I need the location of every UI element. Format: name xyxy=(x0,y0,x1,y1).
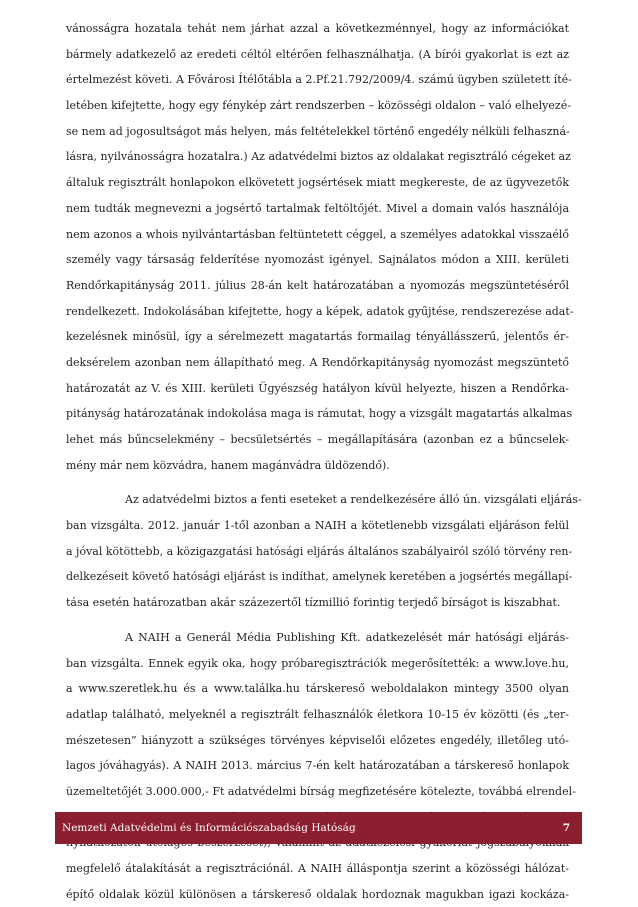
text-line: üzemeltetőjét 3.000.000,- Ft adatvédelmi bírság megfizetésére kötelezte, továbbá elrendel- xyxy=(66,784,576,798)
text-line: személy vagy társaság felderítése nyomozást igényel. Sajnálatos módon a XIII. kerületi xyxy=(66,253,569,267)
text-line: kezelésnek minősül, így a sérelmezett magatartás formailag tényállásszerű, jelentős ér- xyxy=(66,330,569,344)
text-line: tása esetén határozatban akár százezertől tízmillió forintig terjedő bírságot is kiszabhat. xyxy=(66,596,561,610)
paragraph-3 xyxy=(66,625,576,907)
paragraph-gap xyxy=(66,616,569,625)
footer-organization-name: Nemzeti Adatvédelmi és Információszabadság Hatóság xyxy=(62,822,356,834)
text-line: a jóval kötöttebb, a közigazgatási hatósági eljárás általános szabályairól szóló törvény ren- xyxy=(66,544,573,558)
text-line: építő oldalak közül különösen a társkereső oldalak hordoznak magukban igazi kockáza- xyxy=(66,887,569,901)
text-line: adatlap található, melyeknél a regisztrált felhasználók életkora 10-15 év közötti (és „ter- xyxy=(66,707,569,721)
text-line: lagos jóváhagyás). A NAIH 2013. március 7-én kelt határozatában a társkereső honlapok xyxy=(66,759,569,773)
text-line: lásra, nyilvánosságra hozatalra.) Az adatvédelmi biztos az oldalakat regisztráló cégeket az xyxy=(66,150,571,164)
text-line: mény már nem közvádra, hanem magánvádra üldözendő). xyxy=(66,458,390,472)
text-line: ban vizsgálta. Ennek egyik oka, hogy próbaregisztrációk megerősítették: a www.love.hu, xyxy=(66,656,569,670)
text-line: megfelelő átalakítását a regisztrációnál. A NAIH álláspontja szerint a közösségi hálózat- xyxy=(66,862,569,875)
page-body xyxy=(66,16,582,907)
paragraph-1 xyxy=(66,16,574,478)
text-line: bármely adatkezelő az eredeti céltól eltérően felhasználhatja. (A bírói gyakorlat is ezt az xyxy=(66,47,569,61)
text-line: mészetesen” hiányzott a szükséges törvényes képviselői előzetes engedély, illetőleg utó- xyxy=(66,733,569,747)
text-line: ban vizsgálta. 2012. január 1-től azonban a NAIH a kötetlenebb vizsgálati eljáráson felül xyxy=(66,519,569,533)
text-line: értelmezést követi. A Fővárosi Ítélőtábla a 2.Pf.21.792/2009/4. számú ügyben született íté- xyxy=(66,73,572,87)
text-line: se nem ad jogosultságot más helyen, más feltételekkel történő engedély nélküli felhaszná- xyxy=(66,124,570,138)
paragraph-gap xyxy=(66,478,569,487)
page-number: 7 xyxy=(562,822,570,834)
text-line: határozatát az V. és XIII. kerületi Ügyészség hatályon kívül helyezte, hiszen a Rendőrka- xyxy=(66,381,569,395)
text-line: Rendőrkapitányság 2011. július 28-án kelt határozatában a nyomozás megszüntetéséről xyxy=(66,278,569,292)
text-line: a www.szeretlek.hu és a www.találka.hu társkereső weboldalakon mintegy 3500 olyan xyxy=(66,682,569,696)
text-line: rendelkezett. Indokolásában kifejtette, hogy a képek, adatok gyűjtése, rendszerezése adat- xyxy=(66,304,574,318)
text-line: delkezéseit követő hatósági eljárást is indíthat, amelynek keretében a jogsértés megállapí- xyxy=(66,570,573,584)
text-line: Az adatvédelmi biztos a fenti eseteket a rendelkezésére álló ún. vizsgálati eljárás- xyxy=(125,493,582,507)
text-line: deksérelem azonban nem állapítható meg. A Rendőrkapitányság nyomozást megszüntető xyxy=(66,355,569,369)
text-line: nem azonos a whois nyilvántartásban feltüntetett céggel, a személyes adatokkal visszaélő xyxy=(66,227,569,241)
page-footer xyxy=(55,812,582,844)
text-line: lehet más bűncselekmény – becsületsértés – megállapítására (azonban ez a bűncselek- xyxy=(66,433,569,446)
text-line: pitányság határozatának indokolása maga is rámutat, hogy a vizsgált magatartás alkalmas xyxy=(66,407,573,421)
text-line: nem tudták megnevezni a jogsértő tartalmak feltöltőjét. Mivel a domain valós használója xyxy=(66,201,569,215)
text-line: letében kifejtette, hogy egy fénykép zárt rendszerben – közösségi oldalon – való elhelyezé- xyxy=(66,99,571,113)
paragraph-2 xyxy=(66,487,582,615)
text-line: vánosságra hozatala tehát nem járhat azzal a következménnyel, hogy az információkat xyxy=(66,22,569,35)
text-line: általuk regisztrált honlapokon elkövetett jogsértések miatt megkereste, de az ügyvezetők xyxy=(66,176,569,190)
text-line: A NAIH a Generál Média Publishing Kft. adatkezelését már hatósági eljárás- xyxy=(125,630,569,644)
